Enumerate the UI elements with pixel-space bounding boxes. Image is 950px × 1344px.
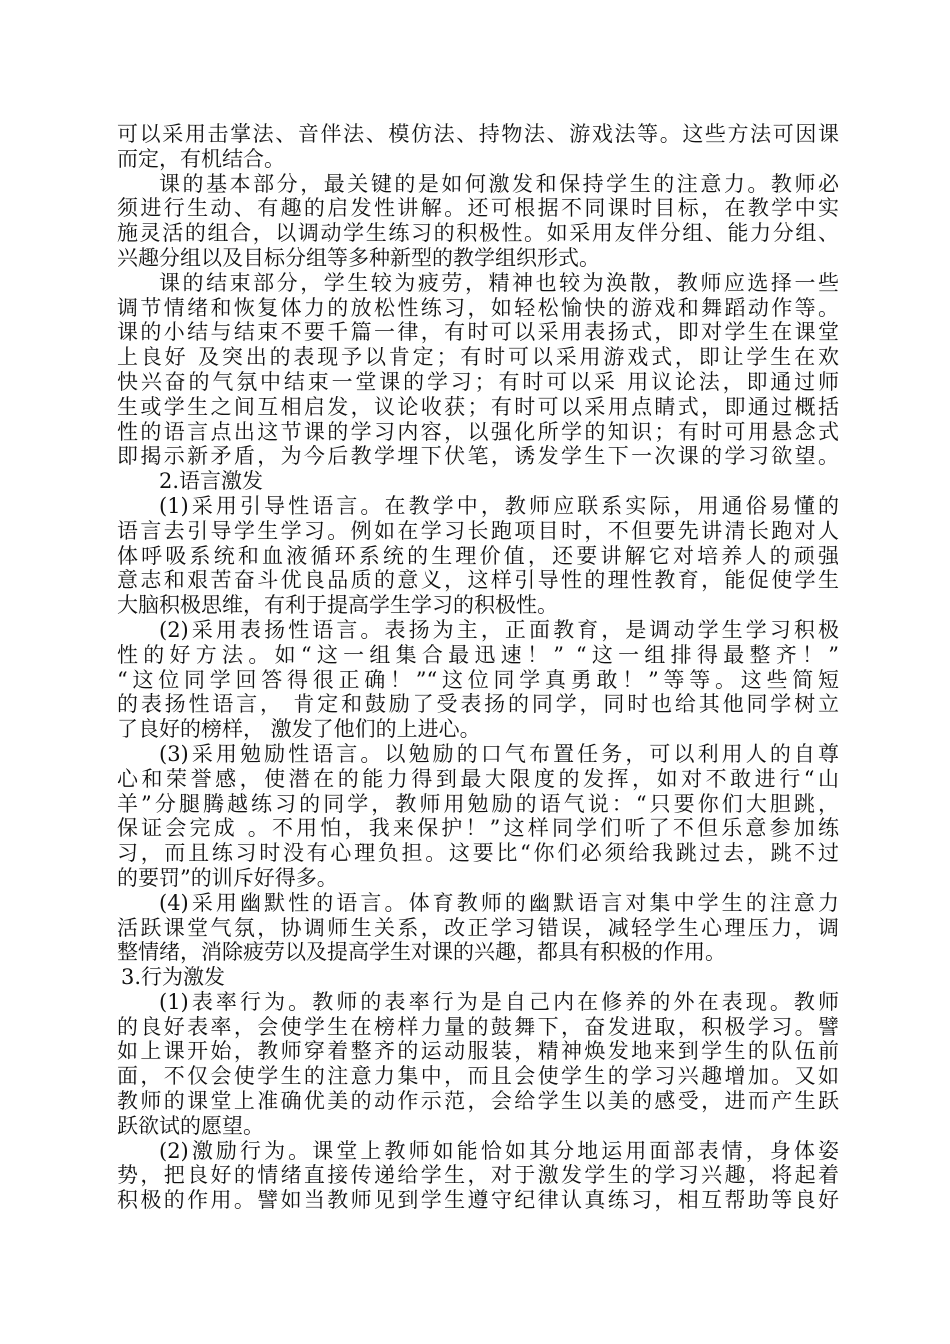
paragraph (117, 742, 839, 891)
paragraph (117, 618, 839, 742)
paragraph-line: 意志和艰苦奋斗优良品质的意义，这样引导性的理性教育，能促使学生 (117, 568, 839, 593)
paragraph-line: 如上课开始，教师穿着整齐的运动服装，精神焕发地来到学生的队伍前 (117, 1039, 839, 1064)
paragraph-line: 而定，有机结合。 (117, 146, 285, 171)
paragraph-line: “这位同学回答得很正确！”“这位同学真勇敢！”等等。这些简短 (117, 667, 839, 692)
paragraph-line: 大脑积极思维，有利于提高学生学习的积极性。 (117, 593, 558, 618)
paragraph-line: 习，而且练习时没有心理负担。这要比“你们必须给我跳过去，跳不过 (117, 841, 839, 866)
section-heading (117, 965, 839, 990)
paragraph-line: 上良好 及突出的表现予以肯定；有时可以采用游戏式，即让学生在欢 (117, 345, 839, 370)
paragraph-line: 势，把良好的情绪直接传递给学生，对于激发学生的学习兴趣，将起着 (117, 1163, 839, 1188)
paragraph (117, 891, 839, 965)
paragraph-line: (1)采用引导性语言。在教学中，教师应联系实际，用通俗易懂的 (159, 493, 839, 518)
paragraph-line: (2)激励行为。课堂上教师如能恰如其分地运用面部表情，身体姿 (159, 1138, 839, 1163)
paragraph-line: (3)采用勉励性语言。以勉励的口气布置任务，可以利用人的自尊 (159, 741, 839, 766)
paragraph-line: 须进行生动、有趣的启发性讲解。还可根据不同课时目标，在教学中实 (117, 196, 839, 221)
paragraph-line: 性的语言点出这节课的学习内容，以强化所学的知识；有时可用悬念式 (117, 419, 839, 444)
heading-text: 2.语言激发 (159, 469, 264, 494)
paragraph-line: 语言去引导学生学习。例如在学习长跑项目时，不但要先讲清长跑对人 (117, 518, 839, 543)
paragraph (117, 271, 839, 469)
paragraph-line: 课的结束部分，学生较为疲劳，精神也较为涣散，教师应选择一些 (159, 270, 839, 295)
paragraph-line: 积极的作用。譬如当教师见到学生遵守纪律认真练习，相互帮助等良好 (117, 1188, 839, 1213)
paragraph (117, 172, 839, 271)
paragraph (117, 122, 839, 172)
paragraph-line: 了良好的榜样， 激发了他们的上进心。 (117, 717, 481, 742)
paragraph-line: 课的小结与结束不要千篇一律，有时可以采用表扬式，即对学生在课堂 (117, 320, 839, 345)
paragraph (117, 1139, 839, 1213)
paragraph-line: 活跃课堂气氛，协调师生关系，改正学习错误，减轻学生心理压力，调 (117, 915, 839, 940)
paragraph (117, 494, 839, 618)
paragraph-line: 整情绪，消除疲劳以及提高学生对课的兴趣，都具有积极的作用。 (117, 940, 726, 965)
paragraph-line: 心和荣誉感，使潜在的能力得到最大限度的发挥，如对不敢进行“山 (117, 766, 839, 791)
paragraph-line: 可以采用击掌法、音伴法、模仿法、持物法、游戏法等。这些方法可因课 (117, 122, 839, 146)
paragraph-line: (2)采用表扬性语言。表扬为主，正面教育，是调动学生学习积极 (159, 617, 839, 642)
paragraph-line: 快兴奋的气氛中结束一堂课的学习；有时可以采 用议论法，即通过师 (117, 369, 839, 394)
paragraph-line: (4)采用幽默性的语言。体育教师的幽默语言对集中学生的注意力 (159, 890, 839, 915)
paragraph-line: 性的好方法。如“这一组集合最迅速！” “这一组排得最整齐！” (117, 642, 839, 667)
paragraph-line: 生或学生之间互相启发，议论收获；有时可以采用点睛式，即通过概括 (117, 394, 839, 419)
paragraph-line: 的表扬性语言， 肯定和鼓励了受表扬的同学，同时也给其他同学树立 (117, 692, 839, 717)
paragraph-line: 的良好表率，会使学生在榜样力量的鼓舞下，奋发进取，积极学习。譬 (117, 1014, 839, 1039)
paragraph-line: 兴趣分组以及目标分组等多种新型的教学组织形式。 (117, 245, 600, 270)
paragraph-line: 面，不仅会使学生的注意力集中，而且会使学生的学习兴趣增加。又如 (117, 1064, 839, 1089)
document-body (117, 122, 839, 1213)
paragraph-line: 调节情绪和恢复体力的放松性练习，如轻松愉快的游戏和舞蹈动作等。 (117, 295, 839, 320)
paragraph-line: 保证会完成 。不用怕，我来保护！”这样同学们听了不但乐意参加练 (117, 816, 839, 841)
paragraph (117, 990, 839, 1139)
heading-text: 3.行为激发 (121, 965, 226, 990)
paragraph-line: 教师的课堂上准确优美的动作示范，会给学生以美的感受，进而产生跃 (117, 1089, 839, 1114)
paragraph-line: 即揭示新矛盾，为今后教学埋下伏笔，诱发学生下一次课的学习欲望。 (117, 444, 839, 469)
paragraph-line: 的要罚”的训斥好得多。 (117, 865, 338, 890)
paragraph-line: 体呼吸系统和血液循环系统的生理价值，还要讲解它对培养人的顽强 (117, 543, 839, 568)
paragraph-line: 羊”分腿腾越练习的同学，教师用勉励的语气说：“只要你们大胆跳， (117, 791, 839, 816)
paragraph-line: 课的基本部分，最关键的是如何激发和保持学生的注意力。教师必 (159, 171, 839, 196)
paragraph-line: (1)表率行为。教师的表率行为是自己内在修养的外在表现。教师 (159, 989, 839, 1014)
section-heading (117, 469, 839, 494)
paragraph-line: 施灵活的组合，以调动学生练习的积极性。如采用友伴分组、能力分组、 (117, 221, 839, 246)
paragraph-line: 跃欲试的愿望。 (117, 1113, 264, 1138)
